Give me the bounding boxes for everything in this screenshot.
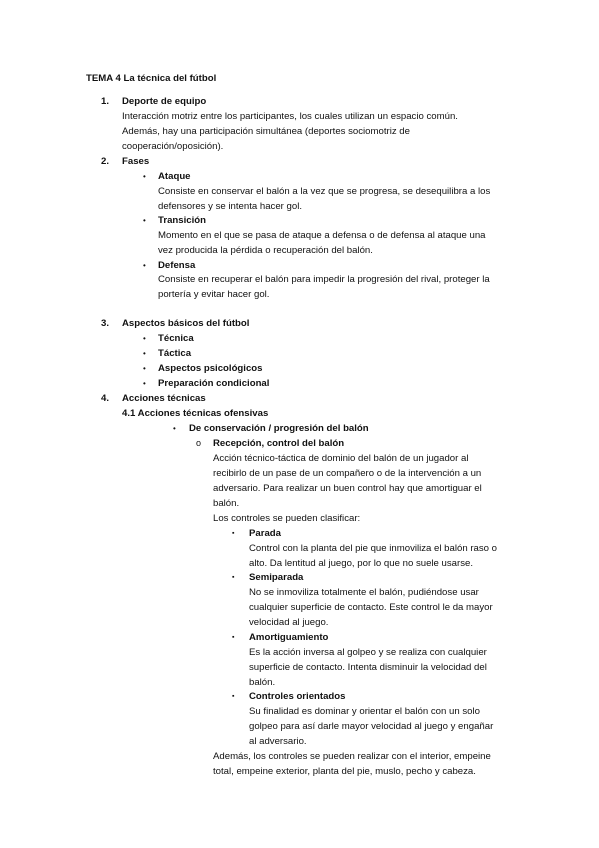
control-title-semiparada: Semiparada bbox=[249, 572, 304, 583]
subsection-heading: 4.1 Acciones técnicas ofensivas bbox=[122, 408, 269, 419]
control-title-orientados: Controles orientados bbox=[249, 691, 346, 702]
paragraph-line: adversario. Para realizar un buen control hay que amortiguar el bbox=[213, 483, 482, 494]
paragraph-line: balón. bbox=[249, 677, 276, 688]
paragraph-line: Consiste en conservar el balón a la vez que se progresa, se desequilibra a los bbox=[158, 186, 491, 197]
square-bullet-icon: ▪ bbox=[232, 530, 235, 537]
document-title: TEMA 4 La técnica del fútbol bbox=[86, 73, 217, 84]
section-number-4: 4. bbox=[101, 393, 110, 404]
paragraph-line: balón. bbox=[213, 498, 240, 509]
section-heading-deporte: Deporte de equipo bbox=[122, 96, 207, 107]
paragraph-line: golpeo para así darle mayor velocidad al juego y engañar bbox=[249, 721, 494, 732]
bullet-icon: • bbox=[143, 216, 146, 225]
section-heading-acciones: Acciones técnicas bbox=[122, 393, 206, 404]
list-item: Aspectos psicológicos bbox=[158, 363, 263, 374]
bullet-icon: • bbox=[143, 261, 146, 270]
section-heading-aspectos: Aspectos básicos del fútbol bbox=[122, 318, 250, 329]
bullet-icon: • bbox=[173, 424, 176, 433]
phase-title-transicion: Transición bbox=[158, 215, 206, 226]
paragraph-line: recibirlo de un pase de un compañero o de la intervención a un bbox=[213, 468, 482, 479]
paragraph-line: Su finalidad es dominar y orientar el balón con un solo bbox=[249, 706, 480, 717]
paragraph-line: vez producida la pérdida o recuperación del balón. bbox=[158, 245, 373, 256]
paragraph-line: Acción técnico-táctica de dominio del balón de un jugador al bbox=[213, 453, 469, 464]
paragraph-line: Además, los controles se pueden realizar con el interior, empeine bbox=[213, 751, 491, 762]
paragraph-line: velocidad al juego. bbox=[249, 617, 329, 628]
paragraph-line: Además, hay una participación simultánea (deportes sociomotriz de bbox=[122, 126, 410, 137]
control-title-parada: Parada bbox=[249, 528, 281, 539]
paragraph-line: cooperación/oposición). bbox=[122, 141, 224, 152]
circle-bullet-icon: o bbox=[196, 438, 202, 448]
list-item: Táctica bbox=[158, 348, 192, 359]
square-bullet-icon: ▪ bbox=[232, 634, 235, 641]
list-item: Técnica bbox=[158, 333, 194, 344]
square-bullet-icon: ▪ bbox=[232, 574, 235, 581]
phase-title-ataque: Ataque bbox=[158, 171, 191, 182]
paragraph-line: superficie de contacto. Intenta disminuir la velocidad del bbox=[249, 662, 487, 673]
bullet-icon: • bbox=[143, 172, 146, 181]
paragraph-line: Control con la planta del pie que inmoviliza el balón raso o bbox=[249, 543, 497, 554]
paragraph-line: defensores y se intenta hacer gol. bbox=[158, 201, 302, 212]
paragraph-line: Consiste en recuperar el balón para impedir la progresión del rival, proteger la bbox=[158, 274, 490, 285]
paragraph-line: Los controles se pueden clasificar: bbox=[213, 513, 361, 524]
section-number-2: 2. bbox=[101, 156, 110, 167]
section-heading-fases: Fases bbox=[122, 156, 150, 167]
phase-title-defensa: Defensa bbox=[158, 260, 196, 271]
paragraph-line: Momento en el que se pasa de ataque a defensa o de defensa al ataque una bbox=[158, 230, 486, 241]
paragraph-line: Es la acción inversa al golpeo y se realiza con cualquier bbox=[249, 647, 487, 658]
recepcion-title: Recepción, control del balón bbox=[213, 438, 345, 449]
section-number-1: 1. bbox=[101, 96, 110, 107]
square-bullet-icon: ▪ bbox=[232, 693, 235, 700]
paragraph-line: alto. Da lentitud al juego, por lo que no suele usarse. bbox=[249, 558, 474, 569]
section-number-3: 3. bbox=[101, 318, 110, 329]
control-title-amortiguamiento: Amortiguamiento bbox=[249, 632, 329, 643]
subsection-bullet-title: De conservación / progresión del balón bbox=[189, 423, 369, 434]
bullet-icon: • bbox=[143, 379, 146, 388]
paragraph-line: Interacción motriz entre los participantes, los cuales utilizan un espacio común. bbox=[122, 111, 458, 122]
bullet-icon: • bbox=[143, 334, 146, 343]
paragraph-line: al adversario. bbox=[249, 736, 307, 747]
bullet-icon: • bbox=[143, 364, 146, 373]
paragraph-line: No se inmoviliza totalmente el balón, pudiéndose usar bbox=[249, 587, 479, 598]
paragraph-line: portería y evitar hacer gol. bbox=[158, 289, 270, 300]
paragraph-line: total, empeine exterior, planta del pie, muslo, pecho y cabeza. bbox=[213, 766, 476, 777]
bullet-icon: • bbox=[143, 349, 146, 358]
list-item: Preparación condicional bbox=[158, 378, 270, 389]
paragraph-line: cualquier superficie de contacto. Este control le da mayor bbox=[249, 602, 493, 613]
